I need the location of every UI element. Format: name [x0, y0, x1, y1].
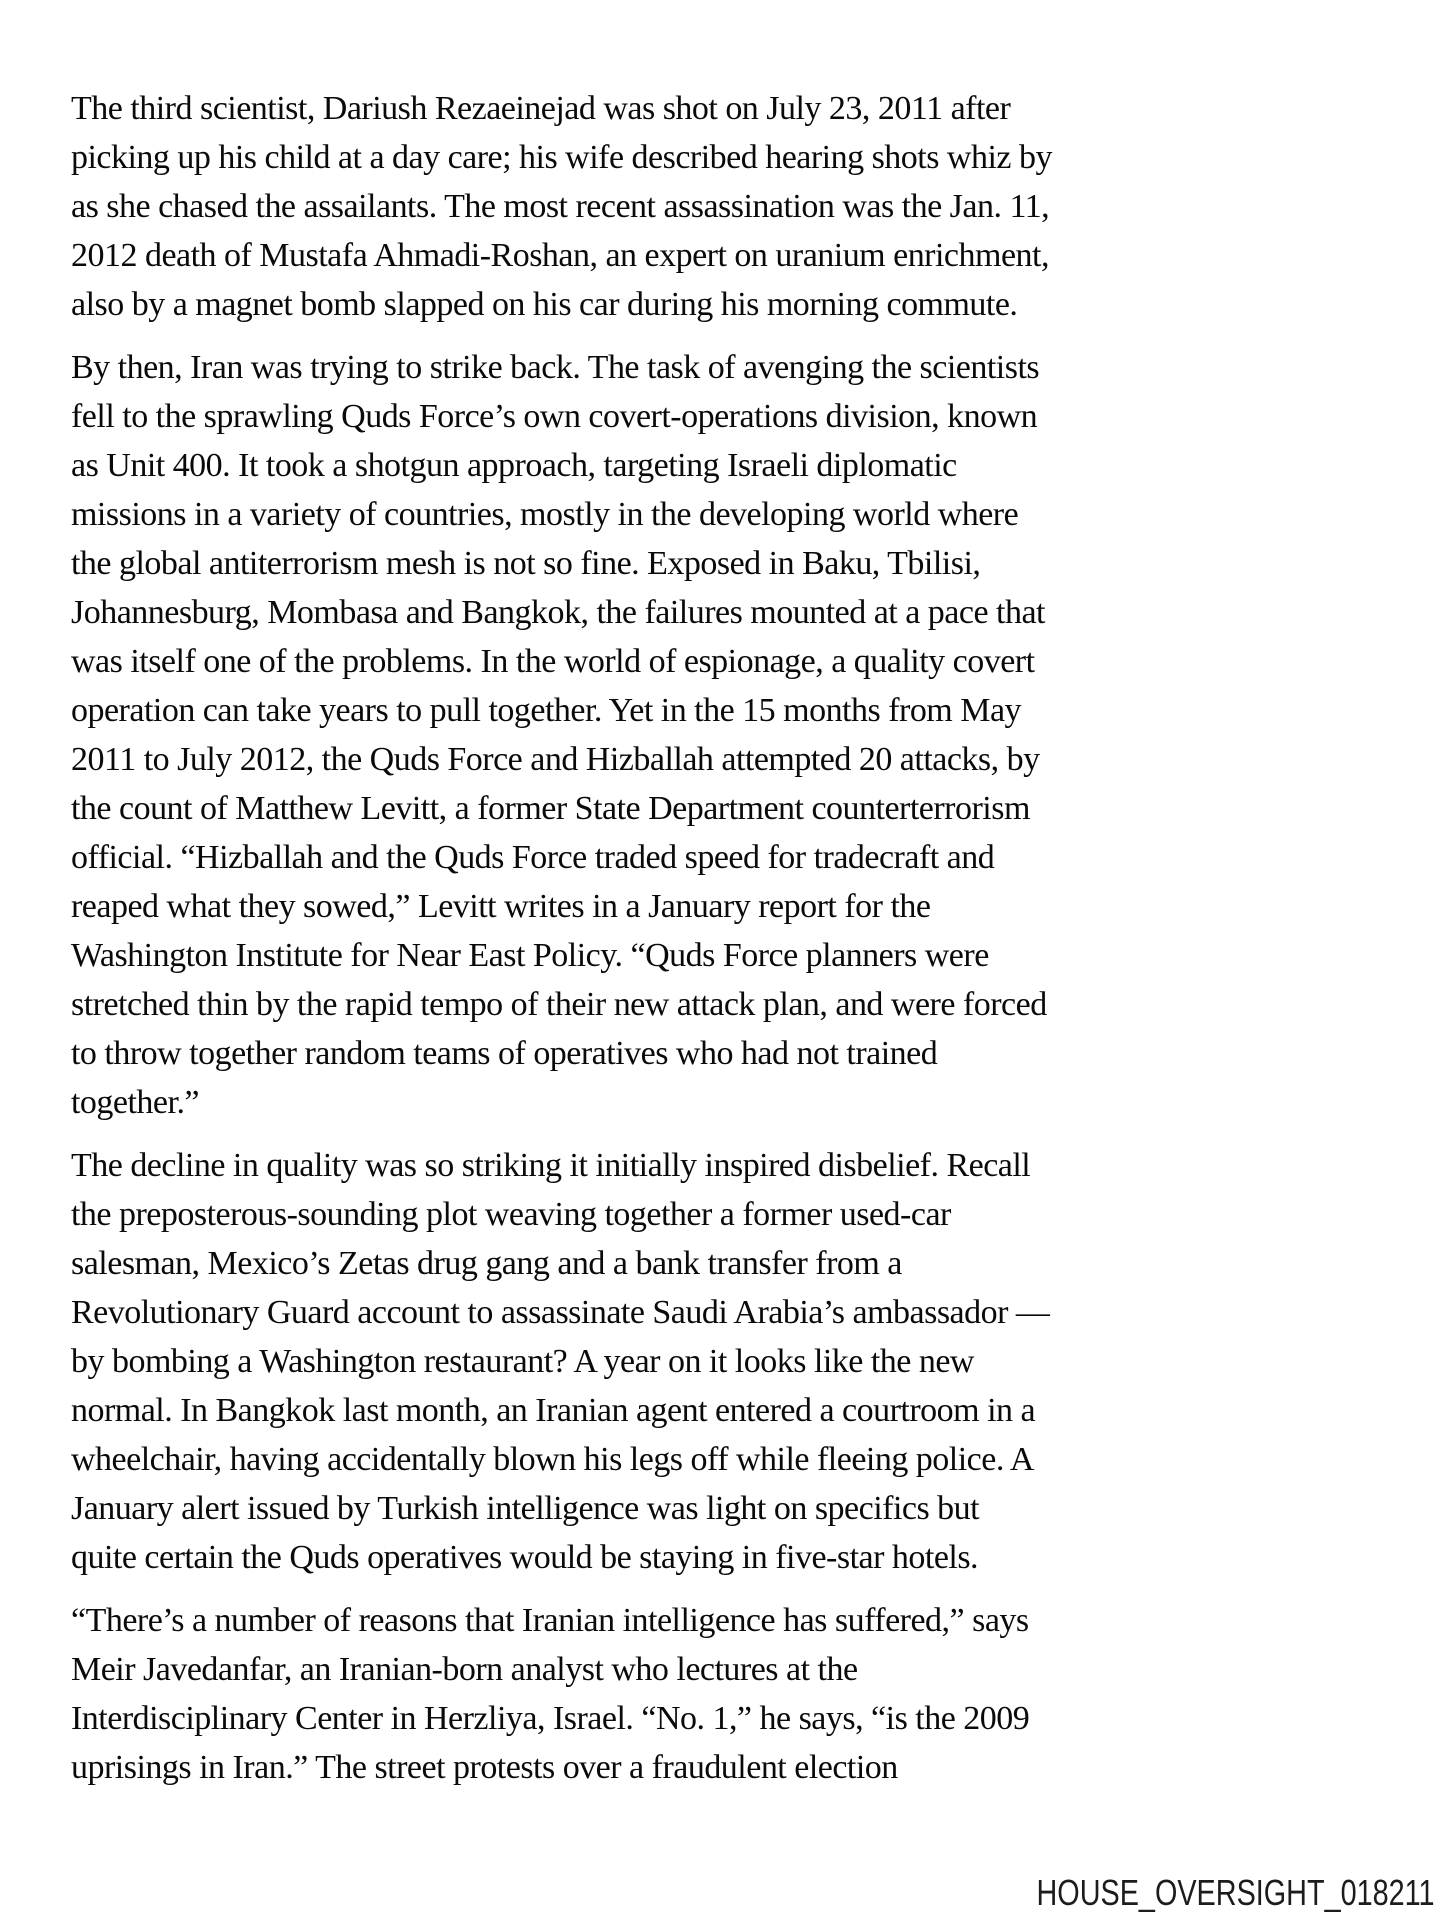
- paragraph: [71, 1141, 1401, 1582]
- document-body: [71, 84, 1401, 1806]
- text-line: Interdisciplinary Center in Herzliya, Israel. “No. 1,” he says, “is the 2009: [71, 1700, 1030, 1737]
- text-line: Johannesburg, Mombasa and Bangkok, the failures mounted at a pace that: [71, 594, 1045, 631]
- text-line: quite certain the Quds operatives would be staying in five-star hotels.: [71, 1539, 979, 1576]
- text-line: the count of Matthew Levitt, a former State Department counterterrorism: [71, 790, 1030, 827]
- text-line: By then, Iran was trying to strike back. The task of avenging the scientists: [71, 349, 1040, 386]
- text-line: “There’s a number of reasons that Iranian intelligence has suffered,” says: [71, 1602, 1029, 1639]
- text-line: salesman, Mexico’s Zetas drug gang and a bank transfer from a: [71, 1245, 902, 1282]
- text-line: as Unit 400. It took a shotgun approach, targeting Israeli diplomatic: [71, 447, 957, 484]
- paragraph: [71, 1596, 1401, 1792]
- text-line: stretched thin by the rapid tempo of their new attack plan, and were forced: [71, 986, 1047, 1023]
- text-line: missions in a variety of countries, mostly in the developing world where: [71, 496, 1019, 533]
- text-line: by bombing a Washington restaurant? A year on it looks like the new: [71, 1343, 974, 1380]
- text-line: 2011 to July 2012, the Quds Force and Hizballah attempted 20 attacks, by: [71, 741, 1040, 778]
- text-line: fell to the sprawling Quds Force’s own covert-operations division, known: [71, 398, 1038, 435]
- text-line: the global antiterrorism mesh is not so fine. Exposed in Baku, Tbilisi,: [71, 545, 981, 582]
- paragraph: [71, 343, 1401, 1127]
- text-line: Washington Institute for Near East Policy. “Quds Force planners were: [71, 937, 989, 974]
- text-line: uprisings in Iran.” The street protests over a fraudulent election: [71, 1749, 898, 1786]
- text-line: 2012 death of Mustafa Ahmadi-Roshan, an expert on uranium enrichment,: [71, 237, 1049, 274]
- bates-number: HOUSE_OVERSIGHT_018211: [1036, 1872, 1435, 1913]
- text-line: was itself one of the problems. In the world of espionage, a quality covert: [71, 643, 1035, 680]
- text-line: together.”: [71, 1084, 200, 1121]
- text-line: to throw together random teams of operatives who had not trained: [71, 1035, 938, 1072]
- text-line: wheelchair, having accidentally blown his legs off while fleeing police. A: [71, 1441, 1034, 1478]
- text-line: picking up his child at a day care; his wife described hearing shots whiz by: [71, 139, 1052, 176]
- text-line: official. “Hizballah and the Quds Force traded speed for tradecraft and: [71, 839, 995, 876]
- paragraph: [71, 84, 1401, 329]
- text-line: operation can take years to pull together. Yet in the 15 months from May: [71, 692, 1022, 729]
- text-line: reaped what they sowed,” Levitt writes in a January report for the: [71, 888, 931, 925]
- text-line: the preposterous-sounding plot weaving together a former used-car: [71, 1196, 951, 1233]
- text-line: Revolutionary Guard account to assassinate Saudi Arabia’s ambassador —: [71, 1294, 1050, 1331]
- text-line: January alert issued by Turkish intelligence was light on specifics but: [71, 1490, 980, 1527]
- text-line: The decline in quality was so striking it initially inspired disbelief. Recall: [71, 1147, 1031, 1184]
- text-line: The third scientist, Dariush Rezaeinejad was shot on July 23, 2011 after: [71, 90, 1011, 127]
- text-line: Meir Javedanfar, an Iranian-born analyst who lectures at the: [71, 1651, 858, 1688]
- text-line: as she chased the assailants. The most recent assassination was the Jan. 11,: [71, 188, 1050, 225]
- text-line: also by a magnet bomb slapped on his car during his morning commute.: [71, 286, 1018, 323]
- text-line: normal. In Bangkok last month, an Iranian agent entered a courtroom in a: [71, 1392, 1036, 1429]
